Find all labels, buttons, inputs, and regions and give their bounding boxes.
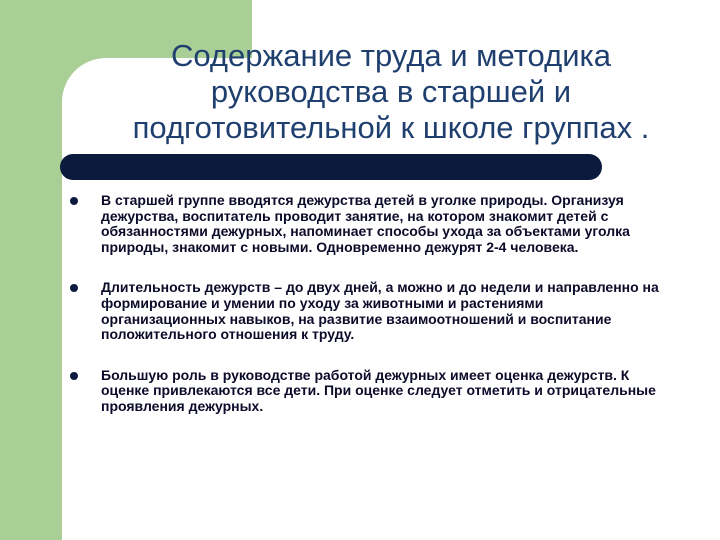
title-line-1: Содержание труда и методика [170, 38, 612, 73]
slide-title [62, 38, 720, 146]
bullet-item-1 [70, 193, 670, 255]
bullet-item-2 [70, 280, 670, 342]
bullet-list [70, 193, 670, 415]
bullet-text-2: Длительность дежурств – до двух дней, а можно и до недели и направленно на формирование и умении по уходу за животными и растениями организационных навыков, на развитие взаимоотношений и воспитание положительного отношения к труду. [101, 279, 659, 343]
bullet-dot-icon [70, 284, 78, 292]
title-line-3: подготовительной к школе группах . [132, 110, 650, 145]
bullet-text-1: В старшей группе вводятся дежурства детей в уголке природы. Организуя дежурства, воспитатель проводит занятие, на котором знакомит детей с обязанностями дежурных, напоминает способы ухода за объектами уголка природы, знакомит с новыми. Одновременно дежурят 2-4 человека. [101, 192, 630, 255]
bullet-dot-icon [70, 197, 78, 205]
title-divider-bar [60, 154, 602, 180]
bullet-text-3: Большую роль в руководстве работой дежурных имеет оценка дежурств. К оценке привлекаются все дети. При оценке следует отметить и отрицательные проявления дежурных. [101, 366, 656, 414]
bullet-dot-icon [70, 372, 78, 380]
bullet-item-3 [70, 368, 670, 415]
title-line-2: руководства в старшей и [210, 74, 572, 109]
